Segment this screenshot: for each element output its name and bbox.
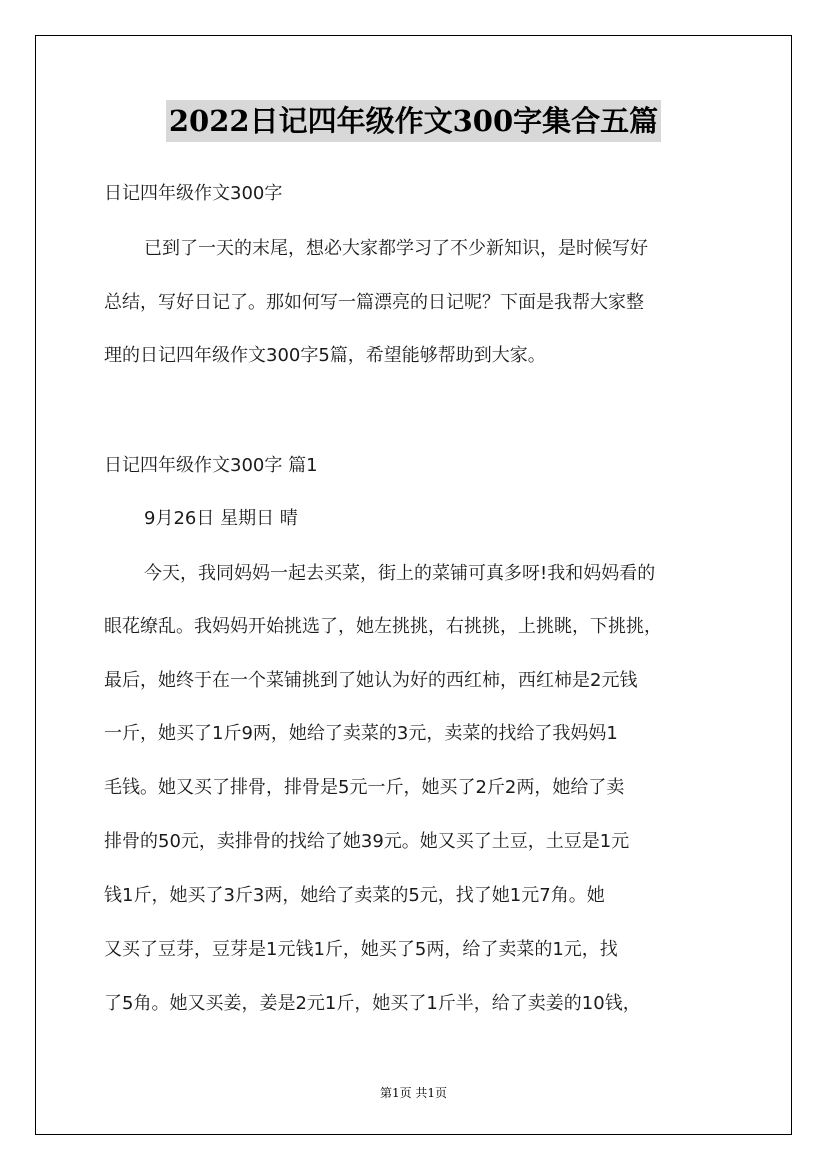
body-line: 排骨的50元，卖排骨的找给了她39元。她又买了土豆，土豆是1元 (104, 831, 630, 852)
body-line: 毛钱。她又买了排骨，排骨是5元一斤，她买了2斤2两，她给了卖 (104, 777, 625, 798)
section-heading: 日记四年级作文300字 篇1 (104, 455, 318, 476)
date-line: 9月26日 星期日 晴 (144, 508, 298, 529)
title-container (0, 100, 827, 142)
body-line: 一斤，她买了1斤9两，她给了卖菜的3元，卖菜的找给了我妈妈1 (104, 723, 618, 744)
intro-line: 理的日记四年级作文300字5篇，希望能够帮助到大家。 (104, 345, 546, 366)
body-line: 又买了豆芽，豆芽是1元钱1斤，她买了5两，给了卖菜的1元，找 (104, 939, 618, 960)
body-line: 钱1斤，她买了3斤3两，她给了卖菜的5元，找了她1元7角。她 (104, 885, 605, 906)
intro-line: 已到了一天的末尾，想必大家都学习了不少新知识，是时候写好 (144, 238, 648, 259)
document-title: 2022日记四年级作文300字集合五篇 (166, 100, 661, 142)
body-line: 眼花缭乱。我妈妈开始挑选了，她左挑挑，右挑挑，上挑眺，下挑挑， (104, 616, 662, 637)
page-footer: 第1页 共1页 (379, 1086, 448, 1100)
body-line: 今天，我同妈妈一起去买菜，街上的菜铺可真多呀!我和妈妈看的 (144, 563, 656, 584)
body-line: 了5角。她又买姜，姜是2元1斤，她买了1斤半，给了卖姜的10钱， (104, 993, 641, 1014)
intro-line: 总结，写好日记了。那如何写一篇漂亮的日记呢？下面是我帮大家整 (104, 292, 644, 313)
body-line: 最后，她终于在一个菜铺挑到了她认为好的西红柿，西红柿是2元钱 (104, 670, 638, 691)
document-heading: 日记四年级作文300字 (104, 183, 283, 204)
